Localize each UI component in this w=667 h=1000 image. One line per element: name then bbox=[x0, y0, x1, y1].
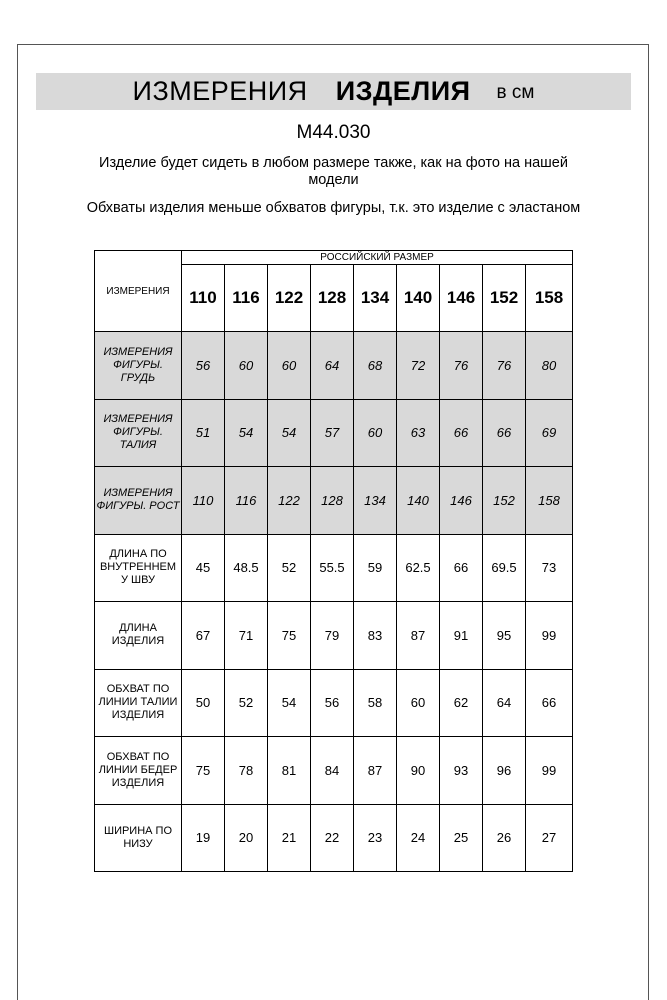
measurement-value: 76 bbox=[483, 332, 526, 400]
size-header-cell: 122 bbox=[268, 265, 311, 332]
measurement-value: 60 bbox=[397, 669, 440, 737]
measurement-value: 19 bbox=[182, 804, 225, 872]
measurement-value: 20 bbox=[225, 804, 268, 872]
measurement-value: 60 bbox=[354, 399, 397, 467]
measurement-row bbox=[95, 467, 573, 535]
measurement-value: 23 bbox=[354, 804, 397, 872]
measurement-label: ИЗМЕРЕНИЯ ФИГУРЫ. ГРУДЬ bbox=[95, 332, 182, 400]
fit-note: Изделие будет сидеть в любом размере также, как на фото на нашей модели bbox=[99, 155, 568, 188]
measurement-value: 99 bbox=[526, 602, 573, 670]
measurement-value: 56 bbox=[182, 332, 225, 400]
measurement-value: 48.5 bbox=[225, 534, 268, 602]
measurement-value: 52 bbox=[225, 669, 268, 737]
measurement-value: 78 bbox=[225, 737, 268, 805]
title-unit: в см bbox=[496, 81, 535, 103]
frame-left-line bbox=[17, 44, 18, 1000]
measurement-value: 51 bbox=[182, 399, 225, 467]
measurement-value: 62 bbox=[440, 669, 483, 737]
measurement-value: 91 bbox=[440, 602, 483, 670]
measurement-value: 66 bbox=[526, 669, 573, 737]
measurement-value: 158 bbox=[526, 467, 573, 535]
russian-size-header: РОССИЙСКИЙ РАЗМЕР bbox=[182, 251, 573, 265]
measurement-value: 59 bbox=[354, 534, 397, 602]
size-header-cell: 140 bbox=[397, 265, 440, 332]
measurement-value: 58 bbox=[354, 669, 397, 737]
measurement-value: 75 bbox=[268, 602, 311, 670]
measurement-value: 54 bbox=[268, 399, 311, 467]
size-header-cell: 128 bbox=[311, 265, 354, 332]
measurement-value: 93 bbox=[440, 737, 483, 805]
measurement-value: 66 bbox=[483, 399, 526, 467]
measurement-value: 73 bbox=[526, 534, 573, 602]
measurement-value: 110 bbox=[182, 467, 225, 535]
measurement-label: ОБХВАТ ПО ЛИНИИ БЕДЕР ИЗДЕЛИЯ bbox=[95, 737, 182, 805]
article-code: M44.030 bbox=[296, 122, 371, 143]
measurement-value: 64 bbox=[483, 669, 526, 737]
measurement-value: 25 bbox=[440, 804, 483, 872]
measurement-value: 63 bbox=[397, 399, 440, 467]
size-header-cell: 110 bbox=[182, 265, 225, 332]
measurement-value: 90 bbox=[397, 737, 440, 805]
measurement-label: ДЛИНА ИЗДЕЛИЯ bbox=[95, 602, 182, 670]
measurement-label: ОБХВАТ ПО ЛИНИИ ТАЛИИ ИЗДЕЛИЯ bbox=[95, 669, 182, 737]
measurement-row bbox=[95, 737, 573, 805]
measurement-value: 75 bbox=[182, 737, 225, 805]
elastane-note: Обхваты изделия меньше обхватов фигуры, т.к. это изделие с эластаном bbox=[86, 200, 581, 216]
measurement-value: 60 bbox=[225, 332, 268, 400]
measurement-value: 54 bbox=[225, 399, 268, 467]
measurement-value: 99 bbox=[526, 737, 573, 805]
measurement-value: 83 bbox=[354, 602, 397, 670]
measurement-value: 122 bbox=[268, 467, 311, 535]
measurement-value: 71 bbox=[225, 602, 268, 670]
title-part2: ИЗДЕЛИЯ bbox=[335, 76, 471, 106]
measurement-value: 72 bbox=[397, 332, 440, 400]
size-header-cell: 158 bbox=[526, 265, 573, 332]
measurement-value: 55.5 bbox=[311, 534, 354, 602]
measurement-value: 21 bbox=[268, 804, 311, 872]
measurement-value: 57 bbox=[311, 399, 354, 467]
size-header-cell: 146 bbox=[440, 265, 483, 332]
size-header-cell: 134 bbox=[354, 265, 397, 332]
measurement-row bbox=[95, 332, 573, 400]
measurement-label: ИЗМЕРЕНИЯ ФИГУРЫ. РОСТ bbox=[95, 467, 182, 535]
measurement-value: 24 bbox=[397, 804, 440, 872]
measurement-value: 64 bbox=[311, 332, 354, 400]
measurement-value: 81 bbox=[268, 737, 311, 805]
measurement-value: 76 bbox=[440, 332, 483, 400]
measurement-value: 62.5 bbox=[397, 534, 440, 602]
measurement-row bbox=[95, 399, 573, 467]
measurement-value: 152 bbox=[483, 467, 526, 535]
measurement-value: 146 bbox=[440, 467, 483, 535]
measurement-row bbox=[95, 534, 573, 602]
size-header-cell: 152 bbox=[483, 265, 526, 332]
measurements-header: ИЗМЕРЕНИЯ bbox=[95, 251, 182, 332]
measurement-value: 67 bbox=[182, 602, 225, 670]
measurement-value: 116 bbox=[225, 467, 268, 535]
measurement-value: 45 bbox=[182, 534, 225, 602]
measurement-value: 52 bbox=[268, 534, 311, 602]
frame-right-line bbox=[648, 44, 649, 1000]
measurement-value: 50 bbox=[182, 669, 225, 737]
measurement-value: 54 bbox=[268, 669, 311, 737]
measurement-row bbox=[95, 602, 573, 670]
title-banner bbox=[36, 73, 631, 110]
measurement-value: 66 bbox=[440, 534, 483, 602]
measurement-value: 128 bbox=[311, 467, 354, 535]
title-part1: ИЗМЕРЕНИЯ bbox=[132, 76, 308, 106]
measurement-value: 134 bbox=[354, 467, 397, 535]
measurement-label: ДЛИНА ПО ВНУТРЕННЕМ У ШВУ bbox=[95, 534, 182, 602]
measurement-value: 87 bbox=[354, 737, 397, 805]
measurement-value: 95 bbox=[483, 602, 526, 670]
measurement-value: 80 bbox=[526, 332, 573, 400]
measurement-value: 87 bbox=[397, 602, 440, 670]
size-table bbox=[94, 250, 573, 872]
measurement-value: 56 bbox=[311, 669, 354, 737]
measurement-value: 66 bbox=[440, 399, 483, 467]
measurement-value: 60 bbox=[268, 332, 311, 400]
measurement-value: 69 bbox=[526, 399, 573, 467]
measurement-label: ИЗМЕРЕНИЯ ФИГУРЫ. ТАЛИЯ bbox=[95, 399, 182, 467]
measurement-value: 69.5 bbox=[483, 534, 526, 602]
measurement-value: 68 bbox=[354, 332, 397, 400]
measurement-value: 26 bbox=[483, 804, 526, 872]
measurement-value: 96 bbox=[483, 737, 526, 805]
measurement-value: 84 bbox=[311, 737, 354, 805]
frame-top-line bbox=[17, 44, 649, 45]
measurement-row bbox=[95, 669, 573, 737]
measurement-value: 27 bbox=[526, 804, 573, 872]
measurement-value: 140 bbox=[397, 467, 440, 535]
measurement-label: ШИРИНА ПО НИЗУ bbox=[95, 804, 182, 872]
measurement-value: 79 bbox=[311, 602, 354, 670]
size-header-cell: 116 bbox=[225, 265, 268, 332]
group-header-row bbox=[95, 251, 573, 265]
measurement-value: 22 bbox=[311, 804, 354, 872]
measurement-row bbox=[95, 804, 573, 872]
